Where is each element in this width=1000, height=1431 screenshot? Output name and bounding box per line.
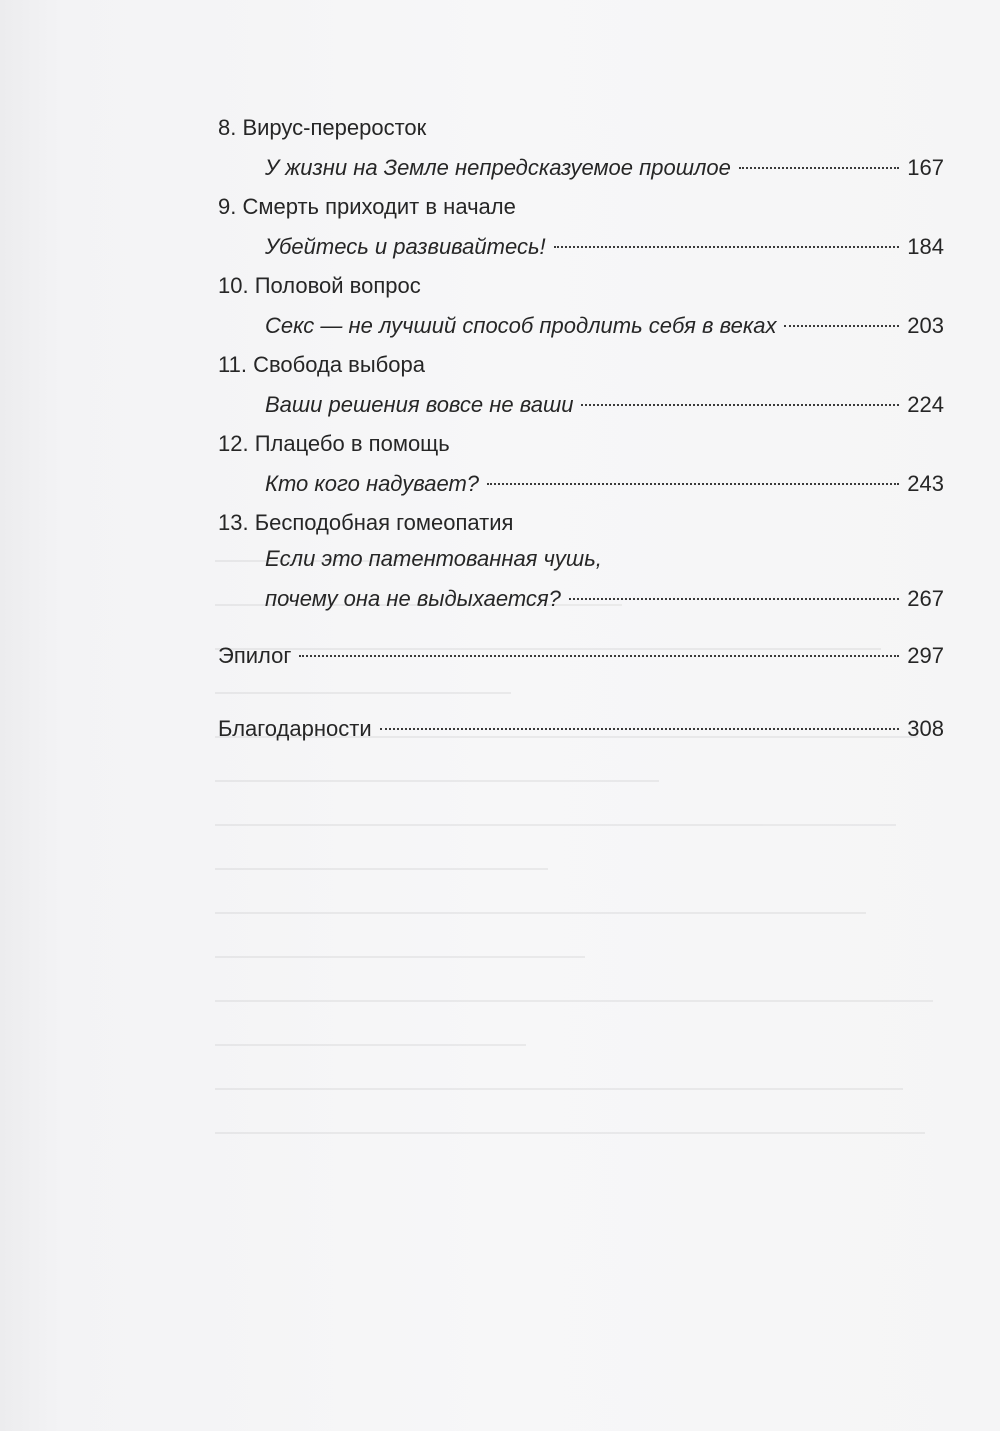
epilogue-row [218, 634, 944, 677]
toc-chapter [218, 505, 944, 620]
dot-leader [299, 655, 899, 657]
page-number: 203 [907, 313, 944, 338]
chapter-subtitle-row [218, 577, 944, 620]
toc-chapter [218, 189, 944, 268]
page-number: 167 [907, 155, 944, 180]
chapter-subtitle-row [218, 304, 944, 347]
chapter-title: 13. Бесподобная гомеопатия [218, 510, 514, 535]
chapter-subtitle: У жизни на Земле непредсказуемое прошлое [265, 155, 731, 180]
dot-leader [569, 598, 899, 600]
page-number: 308 [907, 716, 944, 741]
chapter-subtitle: Ваши решения вовсе не ваши [265, 392, 574, 417]
toc-chapter [218, 426, 944, 505]
chapter-subtitle: почему она не выдыхается? [265, 586, 561, 611]
table-of-contents [218, 110, 944, 750]
chapter-subtitle-row [218, 225, 944, 268]
toc-chapter [218, 268, 944, 347]
epilogue-label: Эпилог [218, 643, 292, 668]
page-number: 267 [907, 586, 944, 611]
toc-chapter [218, 110, 944, 189]
chapter-subtitle-row [218, 146, 944, 189]
dot-leader [554, 246, 900, 248]
chapter-title: 9. Смерть приходит в начале [218, 194, 516, 219]
chapter-subtitle-row [218, 462, 944, 505]
acknowledgements-row [218, 707, 944, 750]
page-number: 184 [907, 234, 944, 259]
chapter-subtitle: Секс — не лучший способ продлить себя в веках [265, 313, 777, 338]
chapter-title: 8. Вирус-переросток [218, 115, 427, 140]
page-number: 243 [907, 471, 944, 496]
chapter-subtitle: Кто кого надувает? [265, 471, 480, 496]
dot-leader [784, 325, 899, 327]
page-number: 297 [907, 643, 944, 668]
acknowledgements-label: Благодарности [218, 716, 372, 741]
dot-leader [380, 728, 900, 730]
toc-chapter [218, 347, 944, 426]
chapter-title: 12. Плацебо в помощь [218, 431, 450, 456]
page-number: 224 [907, 392, 944, 417]
dot-leader [739, 167, 899, 169]
chapter-subtitle-line: Если это патентованная чушь, [265, 546, 602, 571]
chapter-subtitle-row [218, 383, 944, 426]
dot-leader [487, 483, 899, 485]
dot-leader [581, 404, 899, 406]
chapter-subtitle: Убейтесь и развивайтесь! [265, 234, 546, 259]
chapter-title: 10. Половой вопрос [218, 273, 421, 298]
chapter-title: 11. Свобода выбора [218, 352, 425, 377]
